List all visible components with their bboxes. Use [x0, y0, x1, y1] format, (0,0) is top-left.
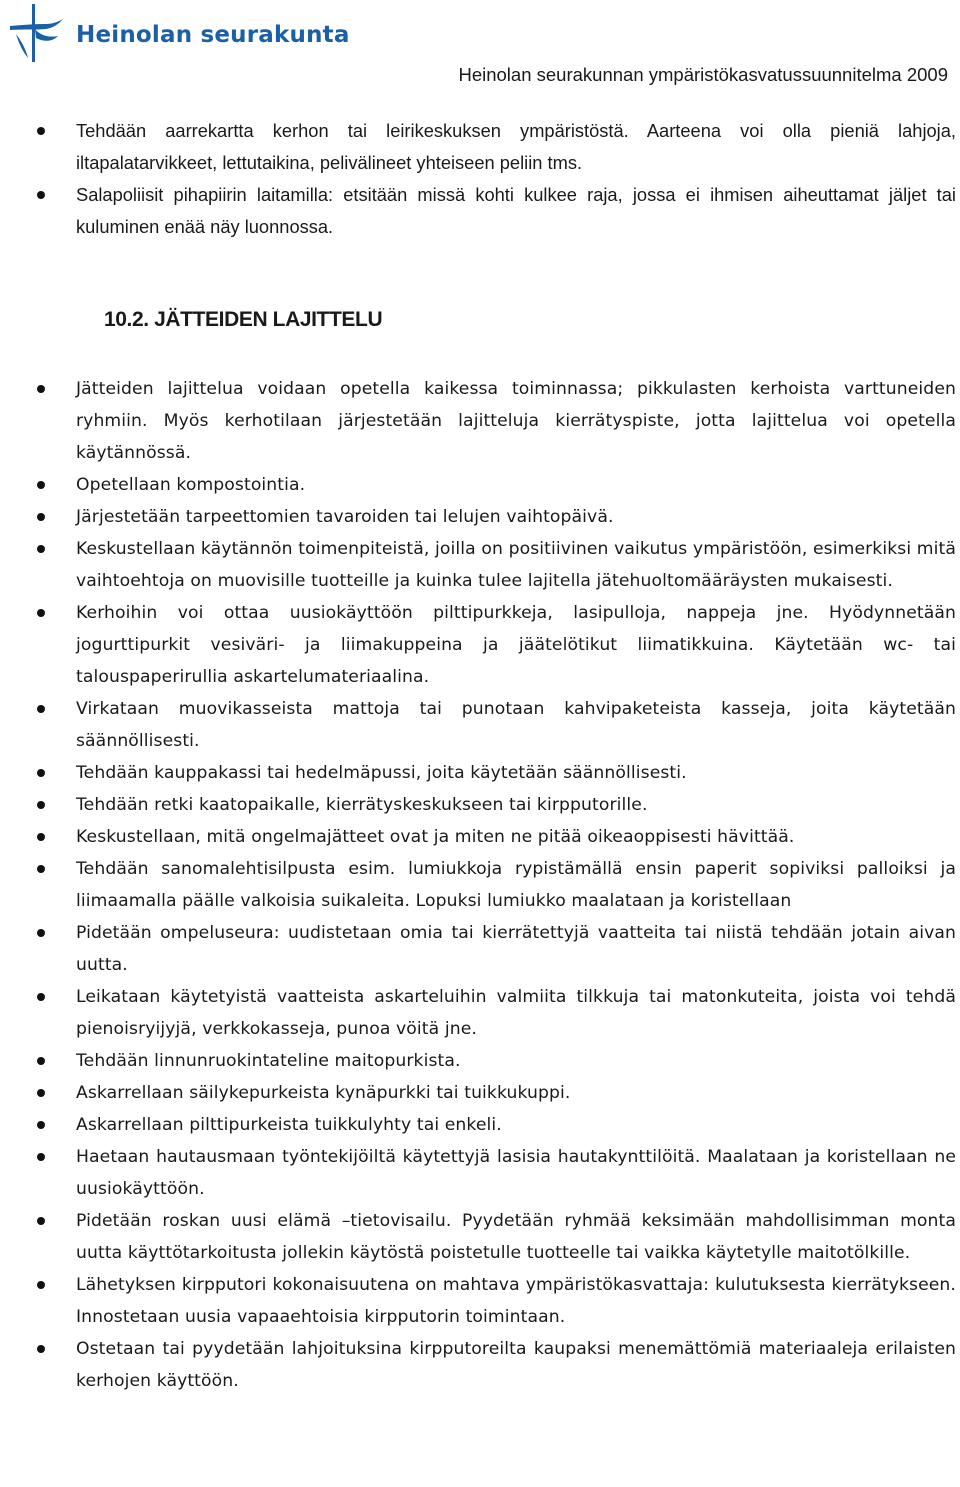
list-item-text: Pidetään roskan uusi elämä –tietovisailu. Pyydetään ryhmää keksimään mahdollisimman monta uutta käyttötarkoitusta jollekin käytöstä poistetulle tuotteelle tai vaikka käytetylle maitotölkille. — [76, 1211, 956, 1263]
bullet-icon — [37, 769, 45, 777]
sorting-ideas-list — [0, 373, 960, 1397]
list-item-text: Tehdään aarrekartta kerhon tai leirikeskuksen ympäristöstä. Aarteena voi olla pieniä lahjoja, iltapalatarvikkeet, lettutaikina, pelivälineet yhteiseen peliin tms. — [76, 120, 956, 173]
list-item — [0, 1045, 960, 1077]
intro-list — [0, 115, 960, 243]
bullet-icon — [37, 1345, 45, 1353]
list-item — [0, 693, 960, 757]
bullet-icon — [37, 609, 45, 617]
bullet-icon — [37, 513, 45, 521]
list-item — [0, 1333, 960, 1397]
list-item — [0, 981, 960, 1045]
list-item — [0, 1205, 960, 1269]
bullet-icon — [37, 929, 45, 937]
brand-name: Heinolan seurakunta — [76, 22, 350, 48]
list-item-text: Jätteiden lajittelua voidaan opetella kaikessa toiminnassa; pikkulasten kerhoista varttuneiden ryhmiin. Myös kerhotilaan järjestetään lajitteluja kierrätyspiste, jotta lajittelua voi opetella käytännössä. — [76, 379, 956, 463]
list-item — [0, 789, 960, 821]
bullet-icon — [37, 385, 45, 393]
list-item — [0, 821, 960, 853]
bullet-icon — [37, 865, 45, 873]
list-item-text: Virkataan muovikasseista mattoja tai punotaan kahvipaketeista kasseja, joita käytetään säännöllisesti. — [76, 699, 956, 751]
bullet-icon — [37, 1057, 45, 1065]
cross-dove-logo-icon — [8, 2, 66, 64]
list-item-text: Salapoliisit pihapiirin laitamilla: etsitään missä kohti kulkee raja, jossa ei ihmisen aiheuttamat jäljet tai kuluminen enää näy luonnossa. — [76, 184, 956, 237]
list-item — [0, 179, 960, 243]
bullet-icon — [37, 1121, 45, 1129]
list-item-text: Tehdään retki kaatopaikalle, kierrätyskeskukseen tai kirpputorille. — [76, 795, 648, 815]
list-item — [0, 1109, 960, 1141]
list-item-text: Tehdään kauppakassi tai hedelmäpussi, joita käytetään säännöllisesti. — [76, 763, 687, 783]
list-item-text: Askarrellaan säilykepurkeista kynäpurkki tai tuikkukuppi. — [76, 1083, 571, 1103]
list-item-text: Haetaan hautausmaan työntekijöiltä käytettyjä lasisia hautakynttilöitä. Maalataan ja koristellaan ne uusiokäyttöön. — [76, 1147, 956, 1199]
bullet-icon — [37, 705, 45, 713]
list-item-text: Leikataan käytetyistä vaatteista askarteluihin valmiita tilkkuja tai matonkuteita, joista voi tehdä pienoisryijyjä, verkkokasseja, punoa vöitä jne. — [76, 987, 956, 1039]
list-item — [0, 597, 960, 693]
brand-logo — [8, 2, 350, 64]
list-item-text: Lähetyksen kirpputori kokonaisuutena on mahtava ympäristökasvattaja: kulutuksesta kierrätykseen. Innostetaan uusia vapaaehtoisia kirpputorin toimintaan. — [76, 1275, 956, 1327]
list-item — [0, 469, 960, 501]
list-item-text: Keskustellaan, mitä ongelmajätteet ovat ja miten ne pitää oikeaoppisesti hävittää. — [76, 827, 795, 847]
list-item — [0, 1077, 960, 1109]
list-item-text: Kerhoihin voi ottaa uusiokäyttöön pilttipurkkeja, lasipulloja, nappeja jne. Hyödynnetään jogurttipurkit vesiväri- ja liimakuppeina ja jäätelötikut liimatikkuina. Käytetään wc- tai talouspaperirullia askartelumateriaalina. — [76, 603, 956, 687]
list-item — [0, 373, 960, 469]
bullet-icon — [37, 1089, 45, 1097]
bullet-icon — [37, 1217, 45, 1225]
list-item-text: Opetellaan kompostointia. — [76, 475, 306, 495]
list-item — [0, 853, 960, 917]
bullet-icon — [37, 545, 45, 553]
document-title: Heinolan seurakunnan ympäristökasvatussuunnitelma 2009 — [458, 64, 948, 85]
list-item — [0, 1141, 960, 1205]
list-item — [0, 501, 960, 533]
bullet-icon — [37, 1153, 45, 1161]
list-item — [0, 917, 960, 981]
bullet-icon — [37, 833, 45, 841]
bullet-icon — [37, 1281, 45, 1289]
list-item-text: Ostetaan tai pyydetään lahjoituksina kirpputoreilta kaupaksi menemättömiä materiaaleja erilaisten kerhojen käyttöön. — [76, 1339, 956, 1391]
list-item-text: Askarrellaan pilttipurkeista tuikkulyhty tai enkeli. — [76, 1115, 502, 1135]
section-heading: 10.2. JÄTTEIDEN LAJITTELU — [104, 308, 383, 331]
list-item-text: Tehdään sanomalehtisilpusta esim. lumiukkoja rypistämällä ensin paperit sopiviksi palloiksi ja liimaamalla päälle valkoisia suikaleita. Lopuksi lumiukko maalataan ja koristellaan — [76, 859, 956, 911]
list-item — [0, 1269, 960, 1333]
list-item-text: Järjestetään tarpeettomien tavaroiden tai lelujen vaihtopäivä. — [76, 507, 614, 527]
list-item-text: Pidetään ompeluseura: uudistetaan omia tai kierrätettyjä vaatteita tai niistä tehdään jotain aivan uutta. — [76, 923, 956, 975]
bullet-icon — [37, 191, 45, 199]
list-item — [0, 533, 960, 597]
bullet-icon — [37, 481, 45, 489]
bullet-icon — [37, 127, 45, 135]
list-item — [0, 757, 960, 789]
bullet-icon — [37, 801, 45, 809]
list-item-text: Keskustellaan käytännön toimenpiteistä, joilla on positiivinen vaikutus ympäristöön, esimerkiksi mitä vaihtoehtoja on muovisille tuotteille ja kuinka tulee lajitella jätehuoltomääräysten mukaisesti. — [76, 539, 956, 591]
list-item-text: Tehdään linnunruokintateline maitopurkista. — [76, 1051, 461, 1071]
bullet-icon — [37, 993, 45, 1001]
list-item — [0, 115, 960, 179]
